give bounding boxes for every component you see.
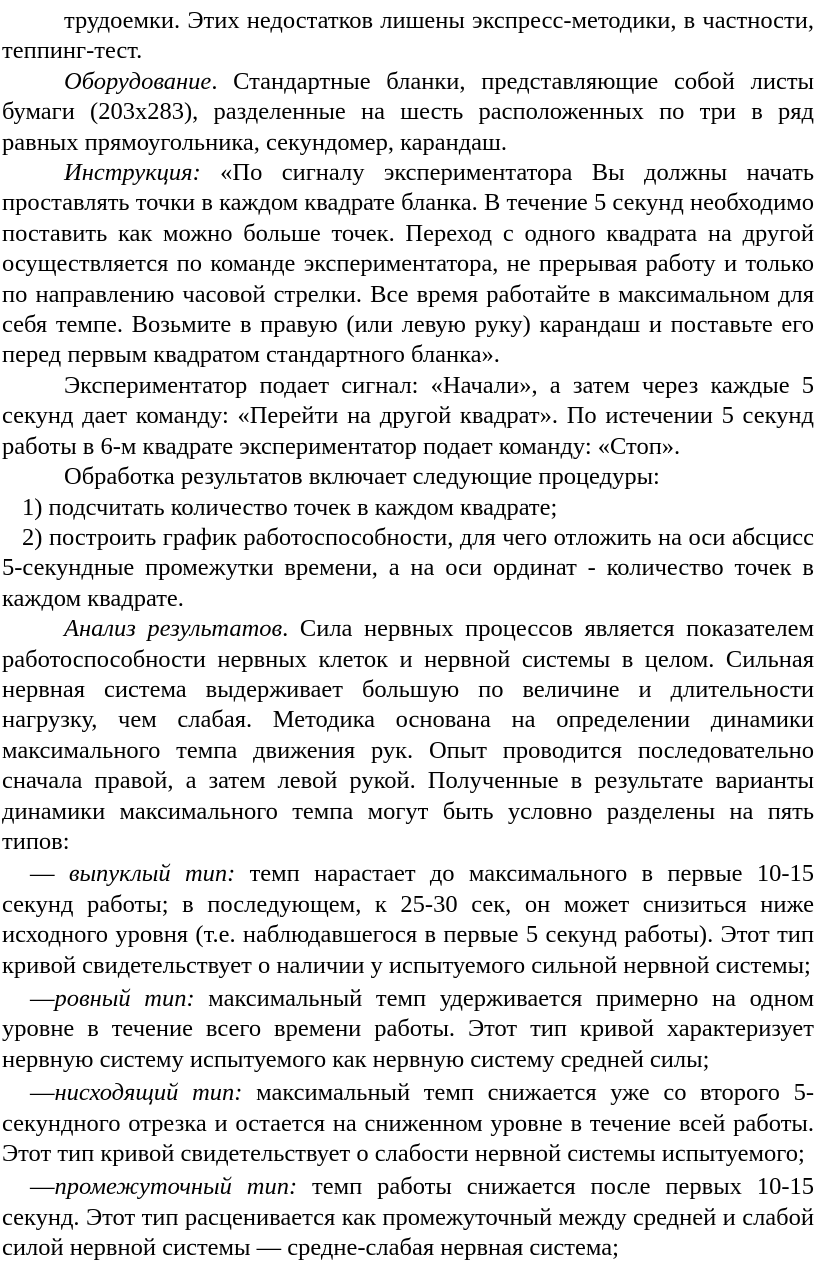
paragraph-analysis <box>2 614 814 857</box>
paragraph-instruction <box>2 158 814 371</box>
type-text: темп нарастает до максимального в первые 10-15 секунд работы; в последующем, к 25-30 сек, он может снизиться ниже исходного уровня (т.е. наблюдавшегося в первые 5 секунд работы). Этот тип кривой свидетельствует о наличии у испытуемого сильной нервной системы; <box>2 860 814 979</box>
paragraph-experimenter-signal: Экспериментатор подает сигнал: «Начали», а затем через каждые 5 секунд дает команду: «Перейти на другой квадрат». По истечении 5 секунд работы в 6-м квадрате экспериментатор подает команду: «Стоп». <box>2 371 814 460</box>
list-item <box>2 493 814 523</box>
type-item-intermediate <box>2 1172 814 1263</box>
type-dash: — <box>30 1173 55 1201</box>
type-item-convex <box>2 859 814 981</box>
equipment-text: . Стандартные бланки, представляющие собой листы бумаги (203х283), разделенные на шесть расположенных по три в ряд равных прямоугольника, секундомер, карандаш. <box>2 67 814 156</box>
analysis-text: . Сила нервных процессов является показателем работоспособности нервных клеток и нервной системы в целом. Сильная нервная система выдерживает большую по величине и длительности нагрузку, чем слабая. Методика основана на определении динамики максимального темпа движения рук. Опыт проводится последовательно сначала правой, а затем левой рукой. Полученные в результате варианты динамики максимального темпа могут быть условно разделены на пять типов: <box>2 615 814 855</box>
type-text: максимальный темп снижается уже со второго 5-секундного отрезка и остается на сниженном уровне в течение всей работы. Этот тип кривой свидетельствует о слабости нервной системы испытуемого; <box>2 1079 814 1168</box>
type-item-descending <box>2 1078 814 1169</box>
list-item-number: 2) <box>22 523 43 551</box>
list-item-text: построить график работоспособности, для чего отложить на оси абсцисс 5-секундные промежутки времени, а на оси ординат - количество точек в каждом квадрате. <box>2 523 815 612</box>
type-text: максимальный темп удерживается примерно на одном уровне в течение всего времени работы. Этот тип кривой характеризует нервную систему испытуемого как нервную систему средней силы; <box>2 985 814 1073</box>
equipment-label: Оборудование <box>64 67 212 95</box>
type-label: ровный тип: <box>54 985 195 1012</box>
type-label: выпуклый тип: <box>68 860 236 888</box>
type-dash: — <box>30 985 55 1012</box>
type-text: темп работы снижается после первых 10-15 секунд. Этот тип расценивается как промежуточный между средней и слабой силой нервной системы — средне-слабая нервная система; <box>2 1173 814 1262</box>
paragraph-processing-intro: Обработка результатов включает следующие процедуры: <box>64 463 660 491</box>
list-item-number: 1) <box>22 493 43 521</box>
list-item <box>2 523 814 614</box>
list-item-text: подсчитать количество точек в каждом квадрате; <box>48 493 558 521</box>
instruction-text: «По сигналу экспериментатора Вы должны начать проставлять точки в каждом квадрате бланка. В течение 5 секунд необходимо поставить как можно больше точек. Переход с одного квадрата на другой осуществляется по команде экспериментатора, не прерывая работу и только по направлению часовой стрелки. Все время работайте в максимальном для себя темпе. Возьмите в правую (или левую руку) карандаш и поставьте его перед первым квадратом стандартного бланка». <box>2 159 814 369</box>
type-item-even <box>2 984 814 1075</box>
type-dash: — <box>30 1079 55 1107</box>
type-label: нисходящий тип: <box>54 1079 243 1107</box>
type-label: промежуточный тип: <box>54 1173 298 1201</box>
instruction-label: Инструкция: <box>64 159 201 187</box>
paragraph-equipment <box>2 67 814 158</box>
analysis-label: Анализ результатов <box>64 615 283 643</box>
type-dash: — <box>30 860 69 888</box>
paragraph-intro-continuation: трудоемки. Этих недостатков лишены экспресс-методики, в частности, теппинг-тест. <box>2 7 814 65</box>
